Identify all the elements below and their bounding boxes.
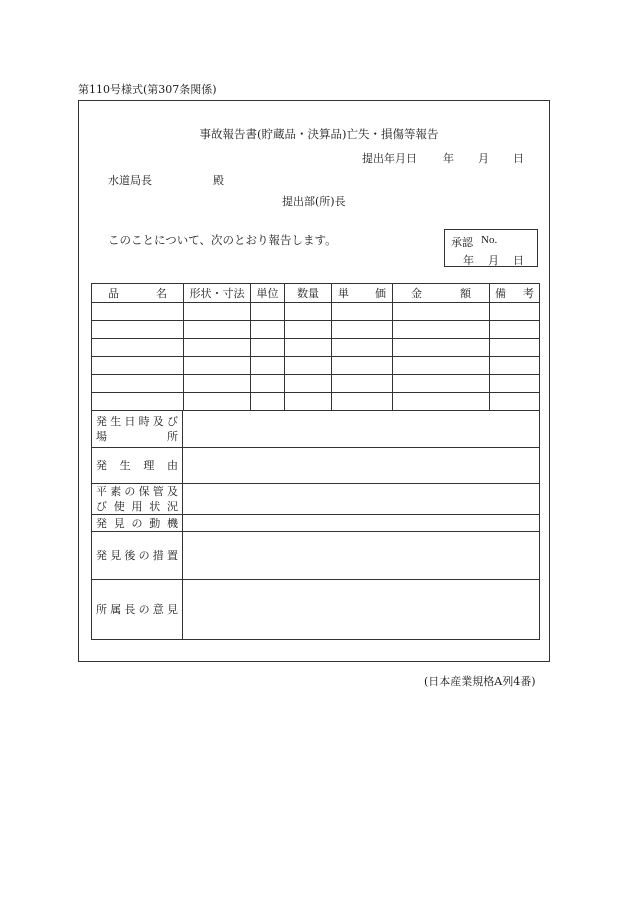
items-cell[interactable] (393, 321, 490, 339)
submission-day-field[interactable]: 日 (513, 152, 524, 165)
paper-size-note: (日本産業規格A列4番) (424, 675, 536, 688)
label-char: 平 (96, 485, 107, 498)
header-item-name (92, 284, 184, 303)
items-cell[interactable] (332, 393, 393, 411)
label-line (96, 602, 178, 617)
items-cell[interactable] (332, 375, 393, 393)
label-char: 場 (96, 430, 107, 443)
submission-year-field[interactable]: 年 (443, 152, 454, 165)
label-line (96, 499, 178, 514)
items-cell[interactable] (490, 339, 540, 357)
items-row (92, 321, 540, 339)
label-line (96, 548, 178, 563)
details-row-occurrence (92, 411, 540, 448)
label-char: 由 (166, 459, 178, 472)
label-char: 所 (167, 430, 178, 443)
header-char: 金 (411, 287, 422, 300)
details-value-occurrence[interactable] (183, 411, 540, 448)
document-title: 事故報告書(貯蔵品・決算品)亡失・損傷等報告 (199, 127, 439, 141)
header-unit: 単位 (251, 284, 285, 303)
label-line (96, 484, 178, 499)
form-number-label: 第110号様式(第307条関係) (78, 83, 217, 96)
items-row (92, 357, 540, 375)
label-char: 及 (152, 415, 164, 428)
header-char: 単 (338, 287, 349, 300)
label-char: 見 (166, 603, 178, 616)
label-char: 生 (119, 459, 131, 472)
items-row (92, 375, 540, 393)
header-shape-size: 形状・寸法 (184, 284, 251, 303)
items-cell[interactable] (251, 393, 285, 411)
header-unit-price (332, 284, 393, 303)
items-cell[interactable] (92, 375, 184, 393)
label-line (96, 429, 178, 444)
label-char: び (96, 500, 107, 513)
label-char: 使 (113, 500, 125, 513)
items-cell[interactable] (332, 303, 393, 321)
label-char: 措 (152, 549, 164, 562)
items-cell[interactable] (393, 339, 490, 357)
label-char: の (138, 549, 150, 562)
label-char: 見 (113, 516, 125, 530)
details-label-motive (92, 515, 183, 532)
approval-year-field[interactable]: 年 (463, 254, 474, 267)
items-cell[interactable] (332, 357, 393, 375)
header-char: 価 (375, 287, 386, 300)
items-cell[interactable] (285, 303, 332, 321)
label-char: 後 (124, 549, 136, 562)
approval-day-field[interactable]: 日 (513, 254, 524, 267)
details-label-opinion (92, 580, 183, 640)
label-char: の (138, 603, 150, 616)
label-char: 保 (138, 485, 150, 498)
items-cell[interactable] (393, 375, 490, 393)
label-char: 置 (166, 549, 178, 562)
items-cell[interactable] (490, 303, 540, 321)
details-row-opinion (92, 580, 540, 640)
label-char: 況 (167, 500, 178, 513)
details-label-measures (92, 532, 183, 580)
items-cell[interactable] (490, 375, 540, 393)
items-table (91, 283, 540, 411)
items-cell[interactable] (490, 321, 540, 339)
label-line (96, 414, 178, 429)
label-char: び (166, 415, 178, 428)
approval-month-field[interactable]: 月 (488, 254, 499, 267)
label-line (96, 516, 178, 531)
header-quantity: 数量 (285, 284, 332, 303)
approval-label: 承認 (451, 236, 473, 249)
label-char: 生 (110, 415, 122, 428)
items-cell[interactable] (92, 321, 184, 339)
items-cell[interactable] (184, 357, 251, 375)
label-char: 管 (152, 485, 164, 498)
items-body (92, 303, 540, 411)
items-cell[interactable] (251, 303, 285, 321)
header-char: 額 (460, 287, 471, 300)
items-cell[interactable] (285, 321, 332, 339)
details-row-measures (92, 532, 540, 580)
details-value-motive[interactable] (183, 515, 540, 532)
details-label-reason (92, 448, 183, 484)
items-row (92, 393, 540, 411)
items-cell[interactable] (251, 321, 285, 339)
details-value-custody[interactable] (183, 484, 540, 515)
honorific: 殿 (213, 174, 224, 187)
items-cell[interactable] (332, 339, 393, 357)
submission-month-field[interactable]: 月 (478, 152, 489, 165)
label-char: の (131, 516, 143, 530)
items-cell[interactable] (285, 339, 332, 357)
items-cell[interactable] (184, 393, 251, 411)
items-cell[interactable] (92, 303, 184, 321)
label-char: 発 (96, 459, 107, 472)
items-cell[interactable] (393, 357, 490, 375)
submission-date-label: 提出年月日 (362, 152, 417, 165)
details-label-custody (92, 484, 183, 515)
label-line (96, 458, 178, 473)
label-char: 属 (110, 603, 122, 616)
items-cell[interactable] (184, 339, 251, 357)
items-cell[interactable] (285, 357, 332, 375)
items-cell[interactable] (251, 375, 285, 393)
items-cell[interactable] (92, 339, 184, 357)
label-char: 及 (166, 485, 178, 498)
label-char: 発 (96, 516, 107, 530)
header-amount (393, 284, 490, 303)
label-char: 状 (149, 500, 161, 513)
items-row (92, 303, 540, 321)
header-char: 品 (108, 287, 119, 300)
label-char: 素 (110, 485, 122, 498)
details-value-measures[interactable] (183, 532, 540, 580)
approval-number-field[interactable]: No. (481, 234, 498, 246)
report-statement: このことについて、次のとおり報告します。 (108, 233, 337, 247)
items-cell[interactable] (332, 321, 393, 339)
details-value-reason[interactable] (183, 448, 540, 484)
addressee: 水道局長 (108, 174, 152, 187)
items-cell[interactable] (92, 393, 184, 411)
items-cell[interactable] (490, 357, 540, 375)
items-row (92, 339, 540, 357)
details-row-motive (92, 515, 540, 532)
label-char: 所 (96, 603, 107, 616)
items-cell[interactable] (184, 375, 251, 393)
items-header-row (92, 284, 540, 303)
items-cell[interactable] (490, 393, 540, 411)
header-char: 名 (156, 287, 167, 300)
header-remarks (490, 284, 540, 303)
items-cell[interactable] (251, 357, 285, 375)
items-cell[interactable] (92, 357, 184, 375)
label-char: 発 (96, 549, 107, 562)
details-body (92, 411, 540, 640)
label-char: 時 (138, 415, 150, 428)
header-char: 考 (523, 287, 534, 300)
details-label-occurrence (92, 411, 183, 448)
details-table (91, 410, 540, 640)
details-value-opinion[interactable] (183, 580, 540, 640)
header-char: 備 (495, 287, 506, 300)
items-cell[interactable] (285, 375, 332, 393)
items-cell[interactable] (285, 393, 332, 411)
label-char: 意 (152, 603, 164, 616)
label-char: 理 (143, 459, 155, 472)
submitter-title: 提出部(所)長 (282, 195, 346, 208)
items-cell[interactable] (184, 321, 251, 339)
details-row-reason (92, 448, 540, 484)
label-char: 動 (149, 516, 161, 530)
items-cell[interactable] (393, 393, 490, 411)
items-cell[interactable] (393, 303, 490, 321)
details-row-custody (92, 484, 540, 515)
label-char: 機 (167, 516, 178, 530)
label-char: の (124, 485, 136, 498)
items-cell[interactable] (184, 303, 251, 321)
label-char: 日 (124, 415, 136, 428)
label-char: 発 (96, 415, 107, 428)
label-char: 用 (131, 500, 143, 513)
label-char: 長 (124, 603, 136, 616)
items-cell[interactable] (251, 339, 285, 357)
label-char: 見 (110, 549, 122, 562)
